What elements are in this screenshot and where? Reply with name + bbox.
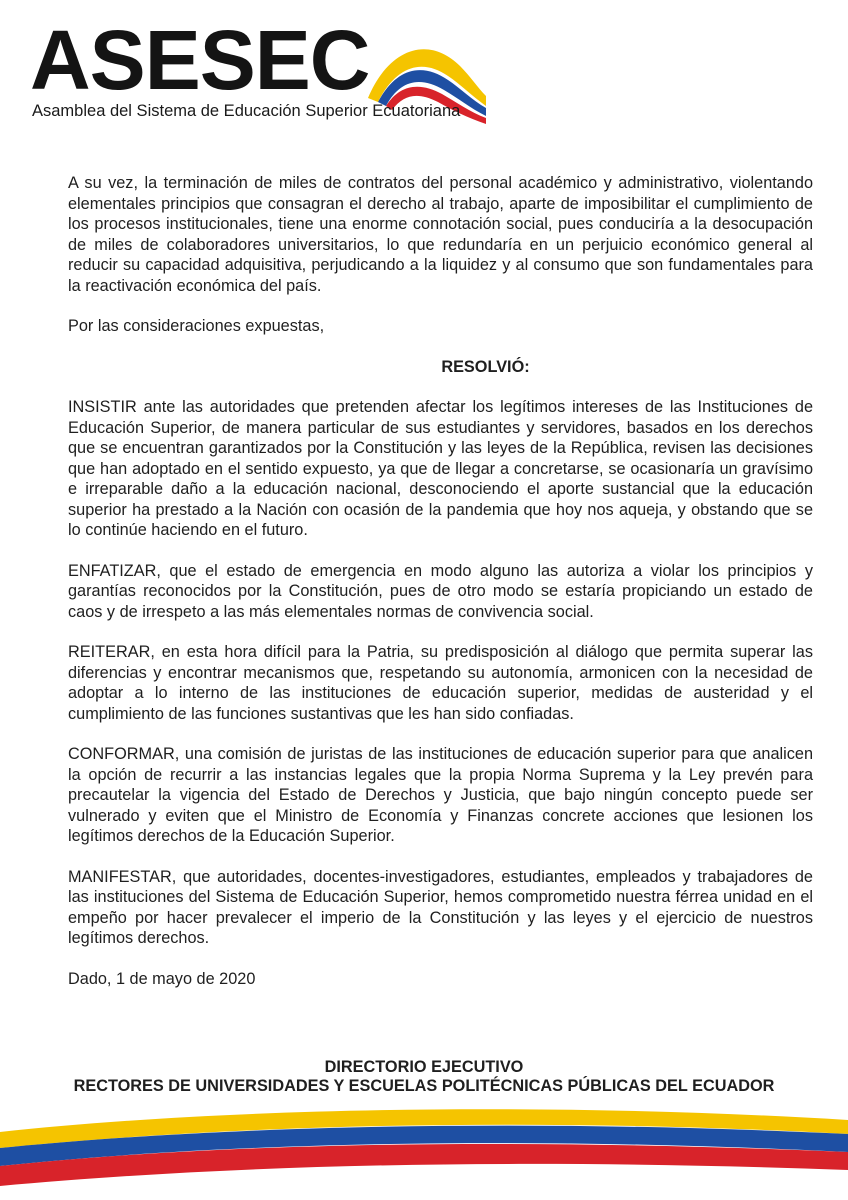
logo-wordmark: ASESEC: [30, 13, 370, 107]
asesec-logo: [30, 13, 490, 128]
resolution-reiterar: REITERAR, en esta hora difícil para la Patria, su predisposición al diálogo que permita superar las diferencias y encontrar mecanismos que, respetando su autonomía, armonicen con la necesidad de adoptar a lo interno de las instituciones de educación superior, medidas de austeridad y el cumplimiento de las funciones sustantivas que les han sido confiadas.: [68, 643, 813, 723]
footer-flag-band: [0, 1090, 848, 1200]
logo-subtitle: Asamblea del Sistema de Educación Superior Ecuatoriana: [32, 102, 461, 120]
resolution-insistir: INSISTIR ante las autoridades que pretenden afectar los legítimos intereses de las Instituciones de Educación Superior, de manera particular de sus estudiantes y servidores, basados en los derechos que se encuentran garantizados por la Constitución y las leyes de la República, revisen las decisiones que han adoptado en el sentido expuesto, ya que de llegar a concretarse, se ocasionaría un gravísimo e irreparable daño a la educación nacional, desconociendo el aporte sustancial que la educación superior ha prestado a la Nación con ocasión de la pandemia que hoy nos aqueja, y obstando que se lo continúe haciendo en el futuro.: [68, 398, 813, 539]
paragraph-contracts: A su vez, la terminación de miles de contratos del personal académico y administrativo, violentando elementales principios que consagran el derecho al trabajo, aparte de imposibilitar el cumplimiento de los procesos institucionales, tiene una enorme connotación social, pues conduciría a la desocupación de miles de colaboradores universitarios, lo que redundaría en un perjuicio económico general al reducir su capacidad adquisitiva, perjudicando a la liquidez y al consumo que son fundamentales para la reactivación económica del país.: [68, 174, 813, 295]
resolution-enfatizar: ENFATIZAR, que el estado de emergencia en modo alguno las autoriza a violar los principios y garantías reconocidos por la Constitución, pues de otro modo se estaría propiciando un estado de caos y de irrespeto a las más elementales normas de convivencia social.: [68, 561, 813, 621]
resolved-heading: RESOLVIÓ:: [441, 357, 530, 376]
considerations-line: Por las consideraciones expuestas,: [68, 317, 325, 335]
signature-line-rectores: RECTORES DE UNIVERSIDADES Y ESCUELAS POLITÉCNICAS PÚBLICAS DEL ECUADOR: [73, 1077, 775, 1095]
signature-line-directorio: DIRECTORIO EJECUTIVO: [324, 1058, 524, 1076]
resolution-manifestar: MANIFESTAR, que autoridades, docentes-investigadores, estudiantes, empleados y trabajadores de las instituciones del Sistema de Educación Superior, hemos comprometido nuestra férrea unidad en el empeño por hacer prevalecer el imperio de la Constitución y las leyes y el ejercicio de nuestros legítimos derechos.: [68, 867, 813, 947]
document-date: Dado, 1 de mayo de 2020: [68, 969, 256, 988]
document-body: [68, 173, 813, 1009]
resolution-conformar: CONFORMAR, una comisión de juristas de las instituciones de educación superior para que analicen la opción de recurrir a las instancias legales que la propia Norma Suprema y la Ley prevén para precautelar la vigencia del Estado de Derechos y Justicia, que bajo ningún concepto puede ser vulnerado y eviten que el Ministro de Economía y Finanzas concrete acciones que lesionen los legítimos derechos de la Educación Superior.: [68, 745, 813, 845]
